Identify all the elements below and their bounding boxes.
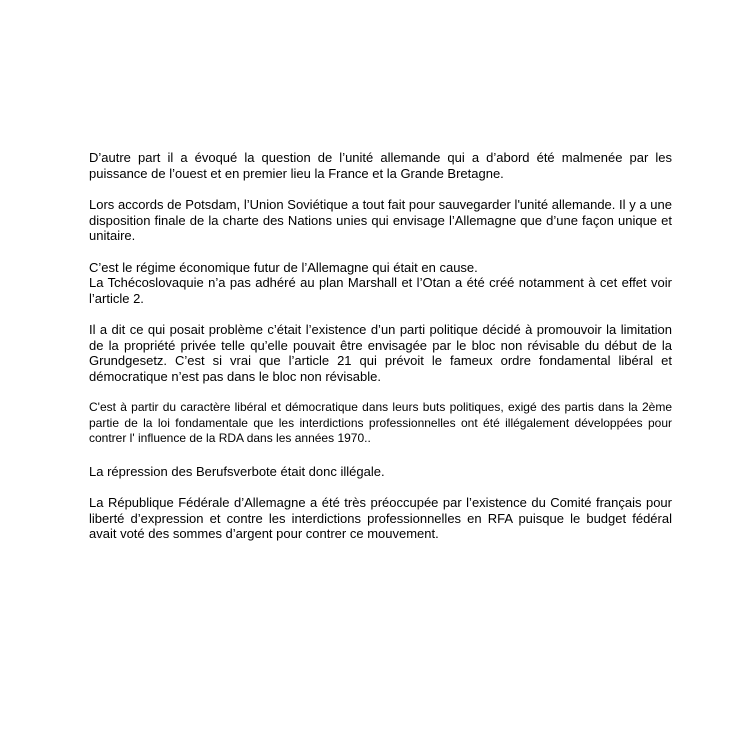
paragraph-unite-allemande: D’autre part il a évoqué la question de l’unité allemande qui a d’abord été malmenée par les puissance de l’ouest et en premier lieu la France et la Grande Bretagne. — [89, 150, 672, 181]
paragraph-line: C’est le régime économique futur de l’Allemagne qui était en cause. — [89, 259, 478, 275]
paragraph-line: La Tchécoslovaquie n’a pas adhéré au plan Marshall et l’Otan a été créé notamment à cet effet voir l’article 2. — [89, 275, 672, 306]
paragraph-parti-politique: Il a dit ce qui posait problème c’était l’existence d’un parti politique décidé à promouvoir la limitation de la propriété privée telle qu’elle pouvait être envisagée par le bloc non révisable du début de la Grundgesetz. C’est si vrai que l’article 21 qui prévoit le fameux ordre fondamental libéral et démocratique n’est pas dans le bloc non révisable. — [89, 322, 672, 384]
paragraph-potsdam: Lors accords de Potsdam, l’Union Soviétique a tout fait pour sauvegarder l'unité allemande. Il y a une disposition finale de la charte des Nations unies qui envisage l’Allemagne que d’une façon unique et unitaire. — [89, 197, 672, 243]
paragraph-berufsverbote: La répression des Berufsverbote était donc illégale. — [89, 463, 385, 479]
paragraph-interdictions: C'est à partir du caractère libéral et démocratique dans leurs buts politiques, exigé des partis dans la 2ème partie de la loi fondamentale que les interdictions professionnelles ont été illégalement développées pour contrer l' influence de la RDA dans les années 1970.. — [89, 400, 672, 445]
paragraph-rfa: La République Fédérale d’Allemagne a été très préoccupée par l’existence du Comité français pour liberté d’expression et contre les interdictions professionnelles en RFA puisque le budget fédéral avait voté des sommes d’argent pour contrer ce mouvement. — [89, 495, 672, 541]
document-body — [89, 150, 672, 558]
paragraph-regime-economique — [89, 260, 672, 307]
